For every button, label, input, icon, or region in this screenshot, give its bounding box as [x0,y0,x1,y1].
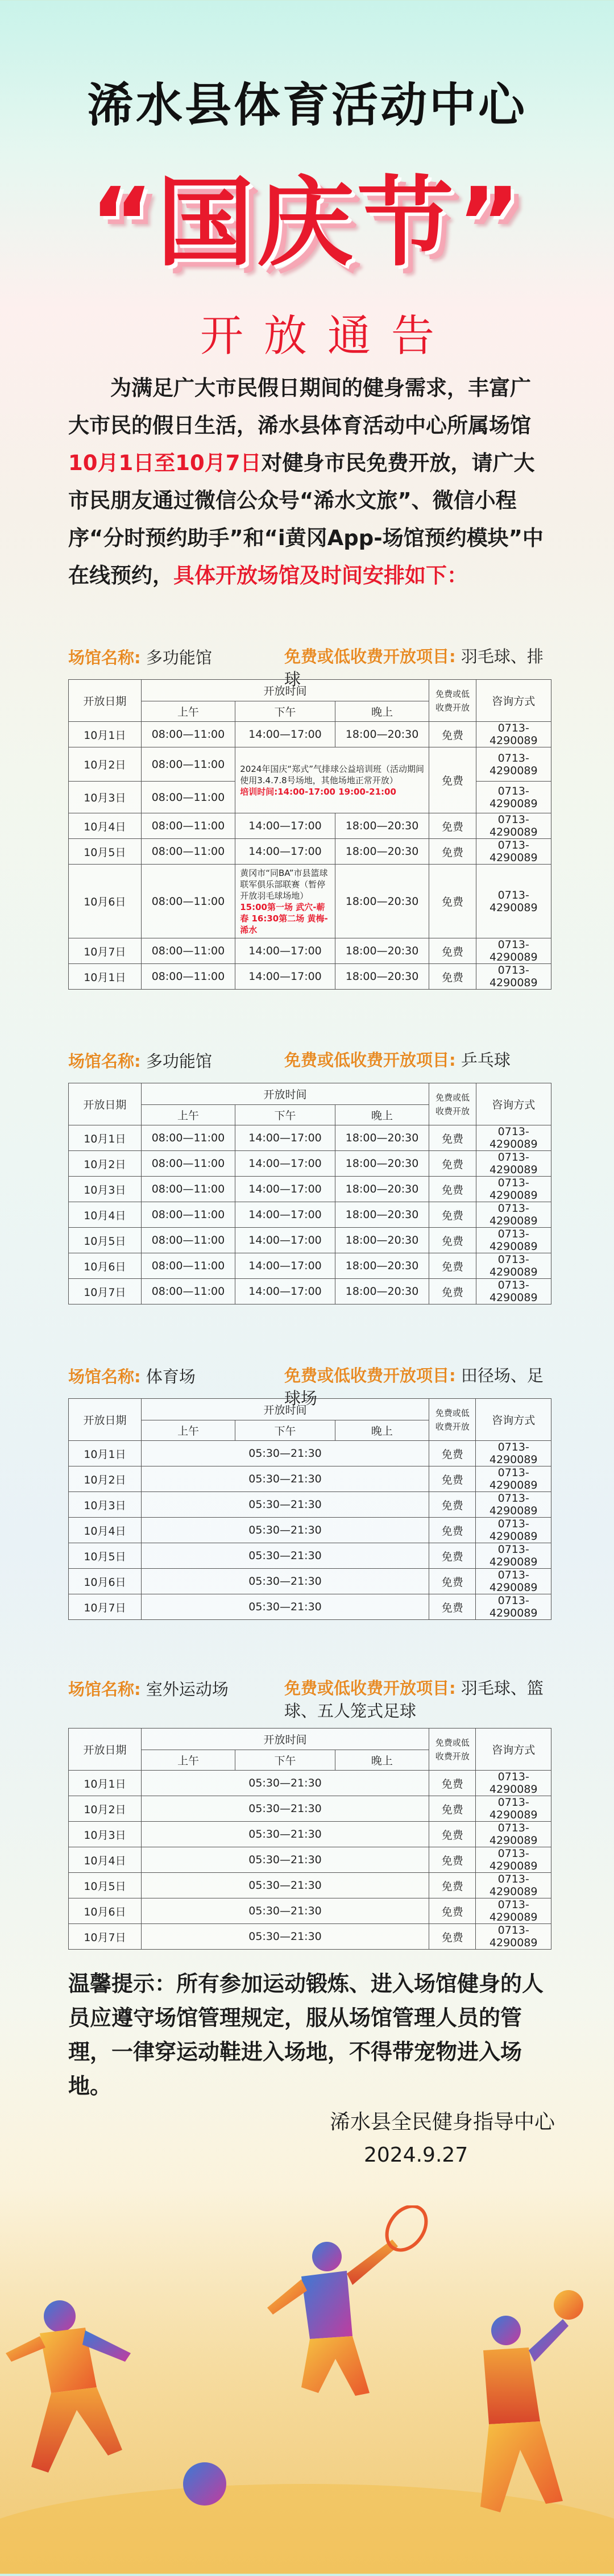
table-row: 10月6日 08:00—11:00 黄冈市“同BA”市县篮球联军俱乐部联赛（暂停开放羽毛球场地） 15:00第一场 武穴-蕲春 16:30第二场 黄梅-浠水 18:00—20:30 免费 0713-4290089 [69,865,551,938]
table-row: 10月3日 05:30—21:30 免费 0713-4290089 [69,1492,551,1518]
afternoon-header: 下午 [235,701,335,722]
venue-name: 多功能馆 [146,648,212,667]
venue-section-2 [68,1049,551,1304]
table-row: 10月2日 05:30—21:30 免费 0713-4290089 [69,1466,551,1492]
volleyball-player-figure [480,2290,583,2512]
table-row: 10月6日 05:30—21:30 免费 0713-4290089 [69,1569,551,1594]
time-header: 开放时间 [141,1399,429,1420]
evening-header: 晚上 [335,1105,429,1125]
table-row: 10月1日 05:30—21:30 免费 0713-4290089 [69,1771,551,1796]
items-label: 免费或低收费开放项目: [284,1050,456,1070]
date-header: 开放日期 [69,1399,142,1441]
table-row: 10月1日 05:30—21:30 免费 0713-4290089 [69,1441,551,1466]
time-header: 开放时间 [141,680,429,701]
table-row: 10月5日 05:30—21:30 免费 0713-4290089 [69,1873,551,1898]
signer-date: 2024.9.27 [364,2143,468,2167]
time-header: 开放时间 [141,1083,429,1105]
venue-items: 羽毛球、排球 [284,647,544,689]
contact-header: 咨询方式 [476,1399,551,1441]
venue-label: 场馆名称: [68,648,141,667]
festival-title: “国庆节” [90,167,524,280]
contact-header: 咨询方式 [476,680,551,722]
signer-org: 浠水县全民健身指导中心 [330,2110,555,2134]
sports-figures-graphic [0,2205,614,2574]
intro-paragraph [68,369,551,595]
training-note: 2024年国庆“郑式”气排球公益培训班（活动期间使用3.4.7.8号场地，其他场地正常开放） 培训时间:14:00-17:00 19:00-21:00 [235,747,429,813]
evening-header: 晚上 [335,1750,429,1771]
table-row: 10月5日 08:00—11:00 14:00—17:00 18:00—20:30 免费 0713-4290089 [69,1228,551,1253]
table-row: 10月1日 08:00—11:00 14:00—17:00 18:00—20:30 免费 0713-4290089 [69,722,551,747]
table-row: 10月3日 05:30—21:30 免费 0713-4290089 [69,1822,551,1847]
table-row: 10月4日 08:00—11:00 14:00—17:00 18:00—20:30 免费 0713-4290089 [69,813,551,839]
sports-illustration [0,2205,614,2574]
morning-header: 上午 [141,1420,235,1441]
table-row: 10月7日 05:30—21:30 免费 0713-4290089 [69,1594,551,1620]
tip-text: 所有参加运动锻炼、进入场馆健身的人员应遵守场馆管理规定，服从场馆管理人员的管理，一律穿运动鞋进入场地，不得带宠物进入场地。 [68,1971,544,2099]
fee-header: 免费或低 收费开放 [429,1399,476,1441]
table-row: 10月4日 05:30—21:30 免费 0713-4290089 [69,1518,551,1543]
table-row: 10月4日 08:00—11:00 14:00—17:00 18:00—20:30 免费 0713-4290089 [69,1202,551,1228]
items-label: 免费或低收费开放项目: [284,1678,456,1698]
schedule-table [68,679,551,990]
schedule-table [68,1398,551,1620]
morning-header: 上午 [141,1105,235,1125]
table-row: 10月2日 05:30—21:30 免费 0713-4290089 [69,1796,551,1822]
venue-section-3 [68,1364,551,1620]
afternoon-header: 下午 [235,1750,335,1771]
fee-header: 免费或低 收费开放 [429,1729,476,1771]
contact-header: 咨询方式 [476,1729,551,1771]
fee-header: 免费或低 收费开放 [429,1083,476,1125]
table-row: 10月6日 05:30—21:30 免费 0713-4290089 [69,1898,551,1924]
venue-section-4 [68,1677,551,1950]
intro-text-2: 对健身市民免费开放，请广大市民朋友通过微信公众号“浠水文旅”、微信小程序“分时预约助手”和“i黄冈App-场馆预约模块”中在线预约， [68,451,544,588]
table-row: 10月7日 05:30—21:30 免费 0713-4290089 [69,1924,551,1950]
table-row: 10月1日 08:00—11:00 14:00—17:00 18:00—20:30 免费 0713-4290089 [69,1125,551,1151]
intro-emphasis: 具体开放场馆及时间安排如下： [173,563,468,588]
items-label: 免费或低收费开放项目: [284,647,456,666]
venue-label: 场馆名称: [68,1680,141,1699]
fee-header: 免费或低 收费开放 [429,680,476,722]
table-row: 10月3日 08:00—11:00 0713-4290089 [69,782,551,813]
items-label: 免费或低收费开放项目: [284,1366,456,1385]
venue-items: 乒乓球 [460,1050,511,1070]
table-row: 10月7日 08:00—11:00 14:00—17:00 18:00—20:30 免费 0713-4290089 [69,938,551,964]
table-row: 10月2日 08:00—11:00 2024年国庆“郑式”气排球公益培训班（活动期间使用3.4.7.8号场地，其他场地正常开放） 培训时间:14:00-17:00 19:00-21:00 免费 0713-4290089 [69,747,551,782]
table-row: 10月3日 08:00—11:00 14:00—17:00 18:00—20:30 免费 0713-4290089 [69,1177,551,1202]
venue-name: 多功能馆 [146,1052,212,1071]
time-header: 开放时间 [141,1729,429,1750]
afternoon-header: 下午 [235,1105,335,1125]
page-title: 浠水县体育活动中心 [86,78,527,132]
venue-name: 室外运动场 [146,1680,229,1699]
venue-name: 体育场 [146,1367,196,1386]
venue-label: 场馆名称: [68,1052,141,1071]
league-note: 黄冈市“同BA”市县篮球联军俱乐部联赛（暂停开放羽毛球场地） 15:00第一场 武穴-蕲春 16:30第二场 黄梅-浠水 [235,865,335,938]
venue-items: 田径场、足球场 [284,1366,544,1408]
soccer-player-figure [6,2300,131,2473]
morning-header: 上午 [141,701,235,722]
table-row: 10月5日 05:30—21:30 免费 0713-4290089 [69,1543,551,1569]
table-row: 10月5日 08:00—11:00 14:00—17:00 18:00—20:30 免费 0713-4290089 [69,839,551,865]
venue-items: 羽毛球、篮球、五人笼式足球 [284,1678,544,1721]
date-header: 开放日期 [69,1083,142,1125]
schedule-table [68,1728,551,1950]
warm-tip [68,1967,551,2103]
table-row: 10月7日 08:00—11:00 14:00—17:00 18:00—20:30 免费 0713-4290089 [69,1279,551,1304]
intro-text-1: 为满足广大市民假日期间的健身需求，丰富广大市民的假日生活，浠水县体育活动中心所属场馆 [68,376,531,438]
contact-header: 咨询方式 [476,1083,551,1125]
tennis-player-figure [267,2205,434,2396]
venue-section-1 [68,645,551,990]
date-header: 开放日期 [69,1729,142,1771]
venue-label: 场馆名称: [68,1367,141,1386]
evening-header: 晚上 [335,701,429,722]
date-header: 开放日期 [69,680,142,722]
table-row: 10月1日 08:00—11:00 14:00—17:00 18:00—20:30 免费 0713-4290089 [69,964,551,990]
evening-header: 晚上 [335,1420,429,1441]
table-row: 10月2日 08:00—11:00 14:00—17:00 18:00—20:30 免费 0713-4290089 [69,1151,551,1177]
schedule-table [68,1083,551,1304]
table-row: 10月4日 05:30—21:30 免费 0713-4290089 [69,1847,551,1873]
table-row: 10月6日 08:00—11:00 14:00—17:00 18:00—20:30 免费 0713-4290089 [69,1253,551,1279]
tip-label: 温馨提示： [68,1971,177,1996]
morning-header: 上午 [141,1750,235,1771]
afternoon-header: 下午 [235,1420,335,1441]
signature-block [330,2106,569,2172]
soccer-ball [183,2462,226,2506]
notice-title: 开放通告 [200,310,455,361]
intro-dates: 10月1日至10月7日 [68,451,262,475]
